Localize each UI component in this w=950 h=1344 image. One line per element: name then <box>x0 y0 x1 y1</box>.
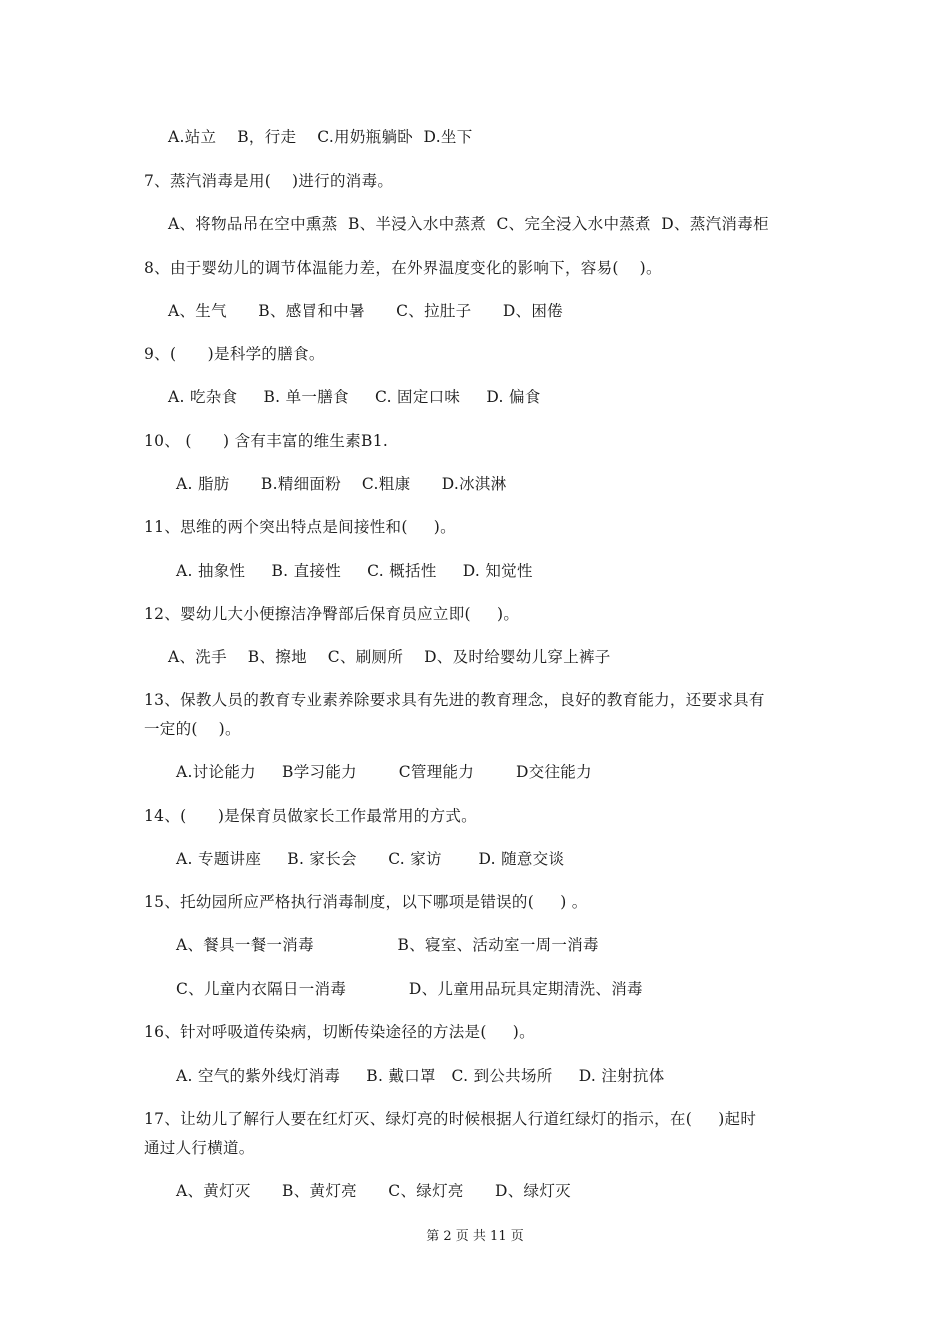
q12-stem: 12、婴幼儿大小便擦洁净臀部后保育员应立即( )。 <box>144 605 520 623</box>
q9-options: A. 吃杂食 B. 单一膳食 C. 固定口味 D. 偏食 <box>168 388 541 406</box>
q6-options: A.站立 B，行走 C.用奶瓶躺卧 D.坐下 <box>168 128 473 146</box>
q9-stem: 9、( )是科学的膳食。 <box>144 345 325 363</box>
q7-stem: 7、蒸汽消毒是用( )进行的消毒。 <box>144 172 394 190</box>
q15-stem: 15、托幼园所应严格执行消毒制度，以下哪项是错误的( ) 。 <box>144 893 588 911</box>
q8-options: A、生气 B、感冒和中暑 C、拉肚子 D、困倦 <box>168 302 563 320</box>
q16-stem: 16、针对呼吸道传染病，切断传染途径的方法是( )。 <box>144 1023 535 1041</box>
q14-options: A. 专题讲座 B. 家长会 C. 家访 D. 随意交谈 <box>176 850 565 868</box>
page-footer: 第 2 页 共 11 页 <box>426 1229 524 1244</box>
q10-stem: 10、 ( ) 含有丰富的维生素B1. <box>144 432 389 450</box>
q12-options: A、洗手 B、擦地 C、刷厕所 D、及时给婴幼儿穿上裤子 <box>168 648 611 666</box>
q17-options: A、黄灯灭 B、黄灯亮 C、绿灯亮 D、绿灯灭 <box>176 1182 571 1200</box>
q16-options: A. 空气的紫外线灯消毒 B. 戴口罩 C. 到公共场所 D. 注射抗体 <box>176 1067 665 1085</box>
q8-stem: 8、由于婴幼儿的调节体温能力差，在外界温度变化的影响下，容易( )。 <box>144 259 662 277</box>
q13-options: A.讨论能力 B学习能力 C管理能力 D交往能力 <box>176 763 592 781</box>
q11-stem: 11、思维的两个突出特点是间接性和( )。 <box>144 518 456 536</box>
q17-stem-cont: 通过人行横道。 <box>144 1139 255 1157</box>
q11-options: A. 抽象性 B. 直接性 C. 概括性 D. 知觉性 <box>176 562 533 580</box>
q15-options-row2: C、儿童内衣隔日一消毒 D、儿童用品玩具定期清洗、消毒 <box>176 980 643 998</box>
q13-stem-cont: 一定的( )。 <box>144 720 241 738</box>
q15-options-row1: A、餐具一餐一消毒 B、寝室、活动室一周一消毒 <box>176 936 599 954</box>
q7-options: A、将物品吊在空中熏蒸 B、半浸入水中蒸煮 C、完全浸入水中蒸煮 D、蒸汽消毒柜 <box>168 215 769 233</box>
q13-stem: 13、保教人员的教育专业素养除要求具有先进的教育理念，良好的教育能力，还要求具有 <box>144 691 765 709</box>
q10-options: A. 脂肪 B.精细面粉 C.粗康 D.冰淇淋 <box>176 475 507 493</box>
q17-stem: 17、让幼儿了解行人要在红灯灭、绿灯亮的时候根据人行道红绿灯的指示，在( )起时 <box>144 1110 757 1128</box>
q14-stem: 14、( )是保育员做家长工作最常用的方式。 <box>144 807 477 825</box>
